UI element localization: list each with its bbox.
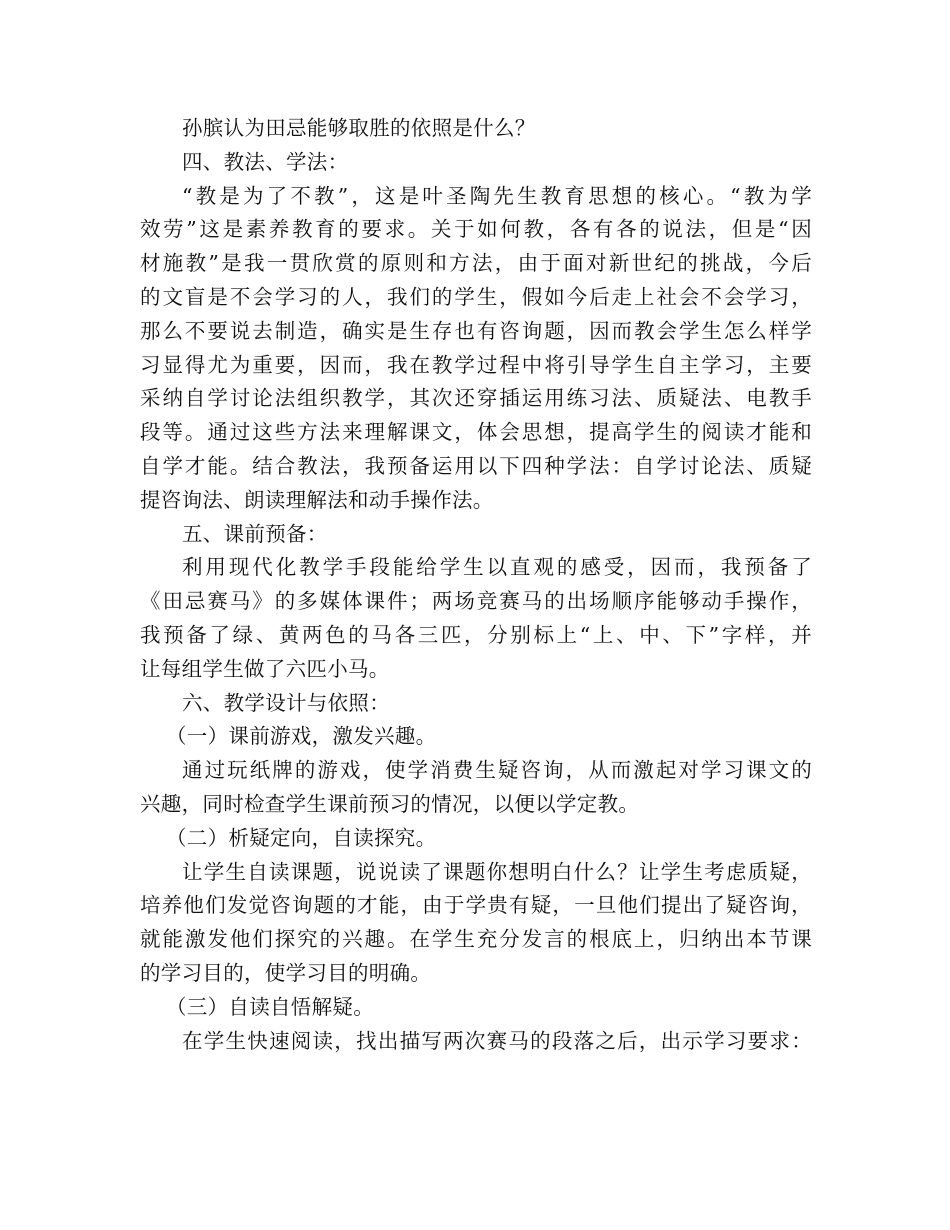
text-line: 采纳自学讨论法组织教学，其次还穿插运用练习法、质疑法、电教手: [140, 386, 812, 411]
text-line: “教是为了不教”，这是叶圣陶先生教育思想的核心。“教为学: [182, 183, 812, 208]
text-line: 四、教法、学法：: [182, 149, 349, 174]
text-line: 在学生快速阅读，找出描写两次赛马的段落之后，出示学习要求：: [182, 1028, 812, 1053]
text-line: （一）课前游戏，激发兴趣。: [166, 724, 437, 749]
text-line: 提咨询法、朗读理解法和动手操作法。: [140, 487, 494, 512]
text-line: 让学生自读课题，说说读了课题你想明白什么？让学生考虑质疑，: [182, 859, 812, 884]
text-line: 六、教学设计与依照：: [182, 690, 390, 715]
text-line: 就能激发他们探究的兴趣。在学生充分发言的根底上，归纳出本节课: [140, 927, 812, 952]
text-line: 效劳”这是素养教育的要求。关于如何教，各有各的说法，但是“因: [140, 217, 812, 242]
text-line: 的文盲是不会学习的人，我们的学生，假如今后走上社会不会学习，: [140, 284, 812, 309]
text-line: 自学才能。结合教法，我预备运用以下四种学法：自学讨论法、质疑: [140, 453, 812, 478]
text-line: 材施教”是我一贯欣赏的原则和方法，由于面对新世纪的挑战，今后: [140, 251, 812, 276]
text-line: 五、课前预备：: [182, 521, 328, 546]
text-line: 的学习目的，使学习目的明确。: [140, 960, 432, 985]
text-line: 利用现代化教学手段能给学生以直观的感受，因而，我预备了: [182, 555, 812, 580]
text-line: 我预备了绿、黄两色的马各三匹，分别标上“上、中、下”字样，并: [140, 622, 812, 647]
text-line: 孙膑认为田忌能够取胜的依照是什么？: [182, 116, 536, 140]
text-line: 那么不要说去制造，确实是生存也有咨询题，因而教会学生怎么样学: [140, 318, 812, 343]
text-line: （三）自读自悟解疑。: [166, 994, 374, 1019]
document-body: [140, 112, 812, 1058]
text-line: （二）析疑定向，自读探究。: [166, 825, 437, 850]
text-line: 段等。通过这些方法来理解课文，体会思想，提高学生的阅读才能和: [140, 420, 812, 445]
text-line: 让每组学生做了六匹小马。: [140, 656, 390, 681]
text-line: 培养他们发觉咨询题的才能，由于学贵有疑，一旦他们提出了疑咨询，: [140, 893, 812, 918]
text-line: 兴趣，同时检查学生课前预习的情况，以便以学定教。: [140, 791, 640, 816]
text-line: 习显得尤为重要，因而，我在教学过程中将引导学生自主学习，主要: [140, 352, 812, 377]
text-line: 《田忌赛马》的多媒体课件；两场竞赛马的出场顺序能够动手操作，: [140, 589, 812, 614]
text-line: 通过玩纸牌的游戏，使学消费生疑咨询，从而激起对学习课文的: [182, 758, 812, 783]
